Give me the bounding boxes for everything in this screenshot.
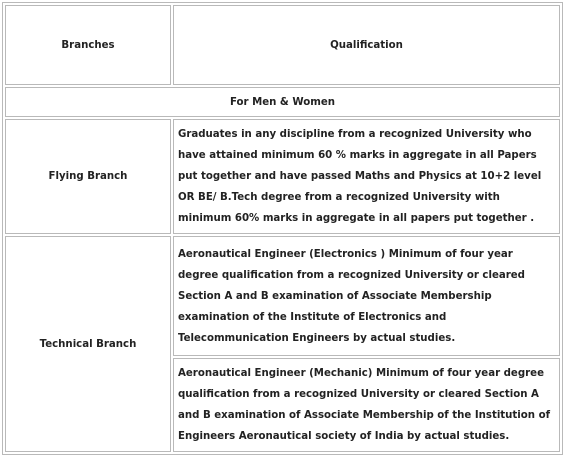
table-row <box>5 236 560 356</box>
table-row <box>5 119 560 234</box>
header-row <box>5 5 560 85</box>
header-branches: Branches <box>5 5 171 85</box>
branch-technical: Technical Branch <box>5 236 171 452</box>
qualification-electronics: Aeronautical Engineer (Electronics ) Minimum of four year degree qualification from a recognized University or cleared Section A and B examination of Associate Membership examination of the Institute of Electronics and Telecommunication Engineers by actual studies. <box>173 236 560 356</box>
header-qualification: Qualification <box>173 5 560 85</box>
qualification-flying: Graduates in any discipline from a recognized University who have attained minimum 60 % marks in aggregate in all Papers put together and have passed Maths and Physics at 10+2 level OR BE/ B.Tech degree from a recognized University with minimum 60% marks in aggregate in all papers put together . <box>173 119 560 234</box>
qualification-mechanic: Aeronautical Engineer (Mechanic) Minimum of four year degree qualification from a recognized University or cleared Section A and B examination of Associate Membership of the Institution of Engineers Aeronautical society of India by actual studies. <box>173 358 560 452</box>
qualification-table <box>2 2 563 455</box>
subheader-row <box>5 87 560 117</box>
subheader-for-men-women: For Men & Women <box>5 87 560 117</box>
branch-flying: Flying Branch <box>5 119 171 234</box>
